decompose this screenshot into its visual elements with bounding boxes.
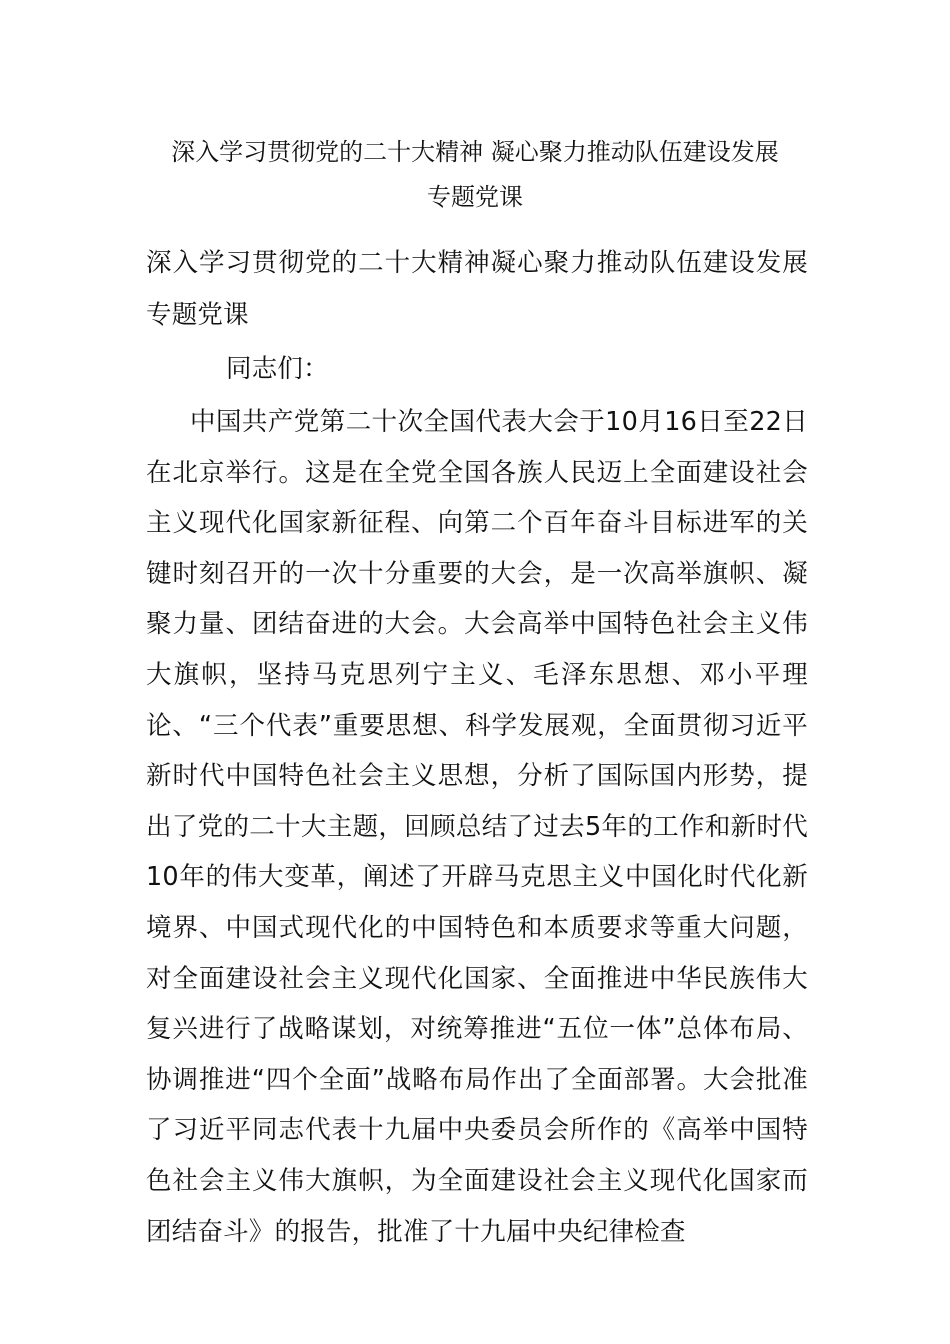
greeting: 同志们： [226,354,329,384]
title-line-1: 深入学习贯彻党的二十大精神 凝心聚力推动队伍建设发展 [171,138,779,166]
subtitle-repeat: 深入学习贯彻党的二十大精神凝心聚力推动队伍建设发展专题党课 [146,248,808,330]
document-title [100,130,850,220]
title-line-2: 专题党课 [427,183,523,211]
document-body [146,237,808,1257]
body-paragraph: 中国共产党第二十次全国代表大会于10月16日至22日在北京举行。这是在全党全国各族人民迈上全面建设社会主义现代化国家新征程、向第二个百年奋斗目标进军的关键时刻召开的一次十分重要的大会，是一次高举旗帜、凝聚力量、团结奋进的大会。大会高举中国特色社会主义伟大旗帜，坚持马克思列宁主义、毛泽东思想、邓小平理论、“三个代表”重要思想、科学发展观，全面贯彻习近平新时代中国特色社会主义思想，分析了国际国内形势，提出了党的二十大主题，回顾总结了过去5年的工作和新时代10年的伟大变革，阐述了开辟马克思主义中国化时代化新境界、中国式现代化的中国特色和本质要求等重大问题，对全面建设社会主义现代化国家、全面推进中华民族伟大复兴进行了战略谋划，对统筹推进“五位一体”总体布局、协调推进“四个全面”战略布局作出了全面部署。大会批准了习近平同志代表十九届中央委员会所作的《高举中国特色社会主义伟大旗帜，为全面建设社会主义现代化国家而团结奋斗》的报告，批准了十九届中央纪律检查 [146,407,808,1247]
